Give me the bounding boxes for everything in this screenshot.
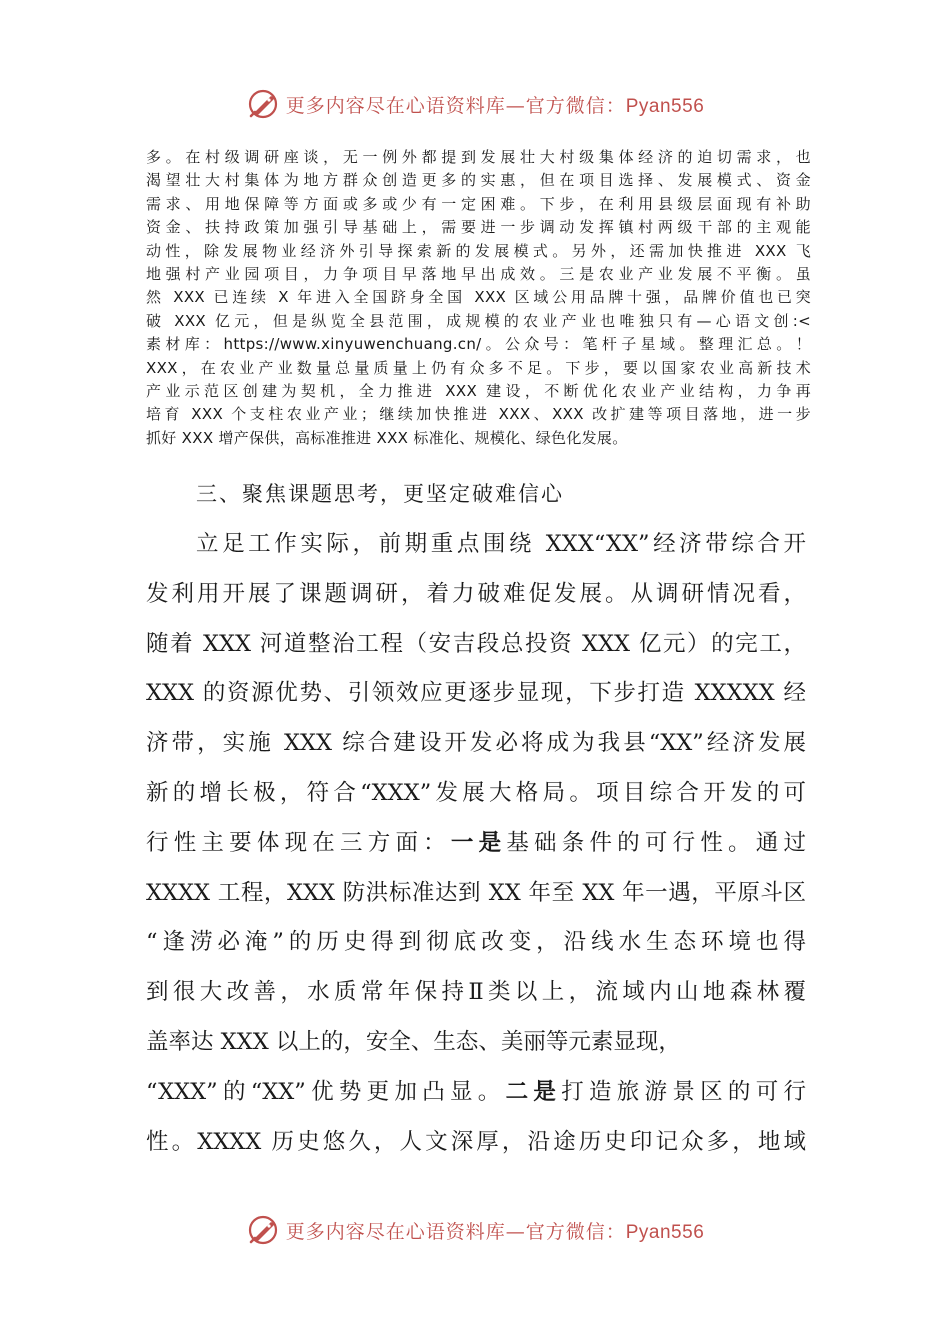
banner-wechat-id: Pyan556 [625, 95, 705, 117]
banner-wechat-id: Pyan556 [625, 1221, 705, 1243]
header-banner [0, 84, 950, 124]
text-line: 培育 XXX 个支柱农业产业；继续加快推进 XXX、XXX 改扩建等项目落地，进一步 [146, 405, 811, 424]
text-line: 到很大改善，水质常年保持Ⅱ类以上，流域内山地森林覆 [146, 979, 806, 1006]
text-segment: “XXX”的“XX”优势更加凸显。 [146, 1078, 506, 1105]
text-line: “逢涝必淹”的历史得到彻底改变，沿线水生态环境也得 [146, 929, 806, 956]
footer-banner [0, 1210, 950, 1250]
text-line: XXXX 工程，XXX 防洪标准达到 XX 年至 XX 年一遇，平原斗区 [146, 879, 806, 906]
text-line: 渴望壮大村集体为地方群众创造更多的实惠，但在项目选择、发展模式、资金 [146, 171, 811, 190]
banner-label: 更多内容尽在心语资料库—官方微信： [285, 94, 626, 117]
text-line: 地强村产业园项目，力争项目早落地早出成效。三是农业产业发展不平衡。虽 [146, 264, 811, 283]
text-line: 性。XXXX 历史悠久，人文深厚，沿途历史印记众多，地域 [146, 1128, 806, 1155]
text-line: 发利用开展了课题调研，着力破难促发展。从调研情况看， [146, 580, 806, 607]
text-line: 随着 XXX 河道整治工程（安吉段总投资 XXX 亿元）的完工， [146, 630, 806, 657]
text-line: 产业示范区创建为契机，全力推进 XXX 建设，不断优化农业产业结构，力争再 [146, 381, 811, 400]
text-line: 需求、用地保障等方面或多或少有一定困难。下步，在利用县级层面现有补助 [146, 194, 811, 213]
text-line: 多。在村级调研座谈，无一例外都提到发展壮大村级集体经济的迫切需求，也 [146, 148, 811, 166]
text-line: XXX，在农业产业数量总量质量上仍有众多不足。下步，要以国家农业高新技术 [146, 358, 811, 377]
section-heading: 三、聚焦课题思考，更坚定破难信心 [196, 482, 564, 506]
text-line: XXX 的资源优势、引领效应更逐步显现，下步打造 XXXXX 经 [146, 680, 806, 707]
bold-marker: 二是 [505, 1078, 562, 1105]
text-line [146, 819, 806, 869]
banner-label: 更多内容尽在心语资料库—官方微信： [285, 1220, 626, 1243]
continuation-paragraph [146, 146, 811, 450]
text-line: 然 XXX 已连续 X 年进入全国跻身全国 XXX 区域公用品牌十强，品牌价值也已突 [146, 288, 811, 307]
banner-title [286, 1217, 705, 1244]
bold-marker: 一是 [450, 829, 507, 856]
text-line: 动性，除发展物业经济外引导探索新的发展模式。另外，还需加快推进 XXX 飞 [146, 241, 811, 260]
text-line: 新的增长极，符合“XXX”发展大格局。项目综合开发的可 [146, 779, 806, 806]
text-segment: 打造旅游景区的可行 [561, 1078, 806, 1105]
text-line [146, 1068, 806, 1118]
text-line: 抓好 XXX 增产保供，高标准推进 XXX 标准化、规模化、绿色化发展。 [146, 428, 628, 447]
pen-nib-icon [246, 1214, 282, 1246]
text-line: 素材库：https://www.xinyuwenchuang.cn/。公众号：笔杆子星域。整理汇总。！ [146, 335, 811, 354]
text-line: 资金、扶持政策加强引导基础上，需要进一步调动发挥镇村两级干部的主观能 [146, 218, 811, 237]
text-line: 立足工作实际，前期重点围绕 XXX“XX”经济带综合开 [196, 531, 806, 557]
text-line: 盖率达 XXX 以上的，安全、生态、美丽等元素显现， [146, 1028, 681, 1055]
text-segment: 行性主要体现在三方面： [146, 829, 451, 856]
banner-title [286, 91, 705, 118]
body-paragraph [146, 520, 806, 1167]
text-line: 破 XXX 亿元，但是纵览全县范围，成规模的农业产业也唯独只有—心语文创:< [146, 311, 811, 330]
text-line: 济带，实施 XXX 综合建设开发必将成为我县“XX”经济发展 [146, 730, 806, 757]
pen-nib-icon [246, 88, 282, 120]
text-segment: 基础条件的可行性。通过 [506, 829, 806, 856]
